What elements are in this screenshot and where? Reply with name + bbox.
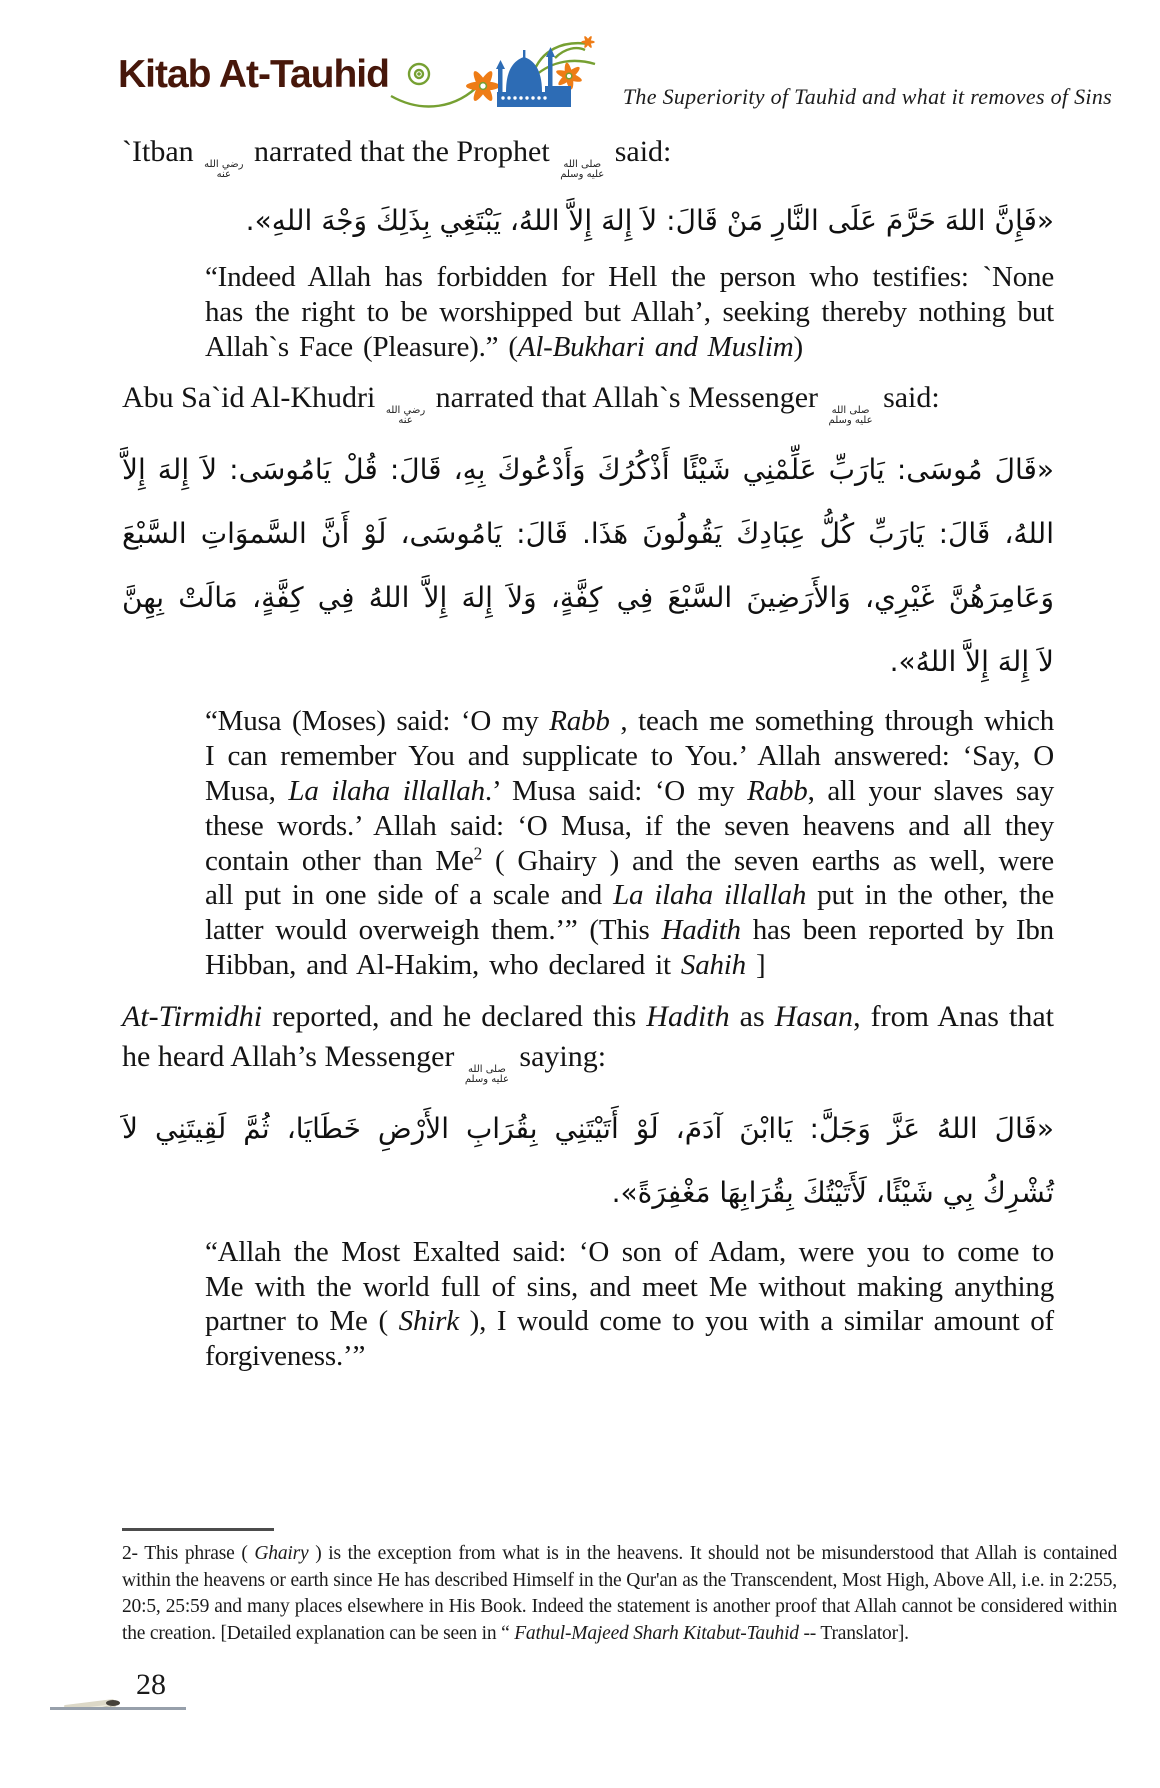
chapter-running-title: The Superiority of Tauhid and what it removes of Sins <box>622 84 1112 109</box>
arabic-line: «قَالَ اللهُ عَزَّ وَجَلَّ: يَاابْنَ آدَمَ، لَوْ أَتَيْتَنِي بِقُرَابِ الأَرْضِ خَطَايَا، ثُمَّ لَقِيتَنِي لاَ <box>122 1111 1054 1145</box>
arabic-quote <box>122 1097 1054 1225</box>
translation-paragraph: “Indeed Allah has forbidden for Hell the person who testifies: `None has the right to be worshipped but Allah’, seeking thereby nothing but Allah`s Face (Pleasure).” (Al-Bukhari and Muslim) <box>205 261 1054 363</box>
book-pages-icon <box>50 1641 138 1707</box>
honorific-calligraphy: صلى الله عليه وسلم <box>560 159 605 180</box>
narration-intro: `Itban رضي الله عنه narrated that the Prophet صلى الله عليه وسلم said: <box>122 135 672 180</box>
arabic-line: لاَ إِلهَ إِلاَّ اللهُ». <box>889 645 1054 679</box>
page-header <box>0 0 1160 116</box>
page-number: 28 <box>136 1668 166 1701</box>
footnote-divider <box>122 1528 274 1531</box>
arabic-quote <box>122 192 1054 250</box>
logo-ornament-icon <box>385 34 601 126</box>
narration-intro: Abu Sa`id Al-Khudri رضي الله عنه narrated that Allah`s Messenger صلى الله عليه وسلم said: <box>122 381 940 427</box>
honorific-calligraphy: رضي الله عنه <box>204 159 244 180</box>
page-body <box>0 132 1160 1374</box>
honorific-calligraphy: رضي الله عنه <box>385 405 426 427</box>
arabic-line: وَعَامِرَهُنَّ غَيْرِي، وَالأَرَضِينَ السَّبْعَ فِي كِفَّةٍ، وَلاَ إِلهَ إِلاَّ اللهُ فِي كِفَّةٍ، مَالَتْ بِهِنَّ <box>122 581 1054 615</box>
footer-rule <box>50 1707 186 1710</box>
narration-intro: At-Tirmidhi reported, and he declared this Hadith as Hasan, from Anas that he heard Allah’s Messenger صلى الله عليه وسلم saying: <box>122 999 1054 1085</box>
arabic-line: اللهُ، قَالَ: يَارَبِّ كُلُّ عِبَادِكَ يَقُولُونَ هَذَا. قَالَ: يَامُوسَى، لَوْ أَنَّ السَّموَاتِ السَّبْعَ <box>122 517 1054 551</box>
honorific-calligraphy: صلى الله عليه وسلم <box>828 405 873 427</box>
arabic-line: «قَالَ مُوسَى: يَارَبِّ عَلِّمْنِي شَيْئًا أَذْكُرُكَ وَأَدْعُوكَ بِهِ، قَالَ: قُلْ يَامُوسَى: لاَ إِلهَ إِلاَّ <box>122 453 1054 487</box>
translation-paragraph: “Musa (Moses) said: ‘O my Rabb , teach me something through which I can remember You and supplicate to You.’ Allah answered: ‘Say, O Musa, La ilaha illallah.’ Musa said: ‘O my Rabb, all your slaves say these words.’ Allah said: ‘O Musa, if the seven heavens and all they contain other than Me$^2$ ( Ghairy ) and the seven earths as well, were all put in one side of a scale and La ilaha illallah put in the other, the latter would overweigh them.’” (This Hadith has been reported by Ibn Hibban, and Al-Hakim, who declared it Sahih ] <box>205 705 1055 981</box>
arabic-quote <box>122 438 1054 694</box>
book-title: Kitab At-Tauhid <box>118 53 389 96</box>
book-logo <box>118 34 601 116</box>
footnote-text: 2- This phrase ( Ghairy ) is the exception from what is in the heavens. It should not be misunderstood that Allah is contained within the heavens or earth since He has described Himself in the Qur'an as the Transcendent, Most High, Above All, i.e. in 2:255, 20:5, 25:59 and many places elsewhere in His Book. Indeed the statement is another proof that Allah cannot be considered within the creation. [Detailed explanation can be seen in “ Fathul-Majeed Sharh Kitabut-Tauhid -- Translator]. <box>122 1543 1118 1644</box>
arabic-line: «فَإِنَّ اللهَ حَرَّمَ عَلَى النَّارِ مَنْ قَالَ: لاَ إِلهَ إِلاَّ اللهُ، يَبْتَغِي بِذَلِكَ وَجْهَ اللهِ». <box>245 204 1054 237</box>
footnote-area <box>122 1528 1117 1647</box>
translation-paragraph: “Allah the Most Exalted said: ‘O son of Adam, were you to come to Me with the world full of sins, and meet Me without making anything partner to Me ( Shirk ), I would come to you with a similar amount of forgiveness.’” <box>205 1235 1054 1373</box>
page-footer <box>50 1636 186 1710</box>
honorific-calligraphy: صلى الله عليه وسلم <box>464 1063 509 1085</box>
arabic-line: تُشْرِكُ بِي شَيْئًا، لَأَتَيْتُكَ بِقُرَابِهَا مَغْفِرَةً». <box>611 1175 1054 1209</box>
